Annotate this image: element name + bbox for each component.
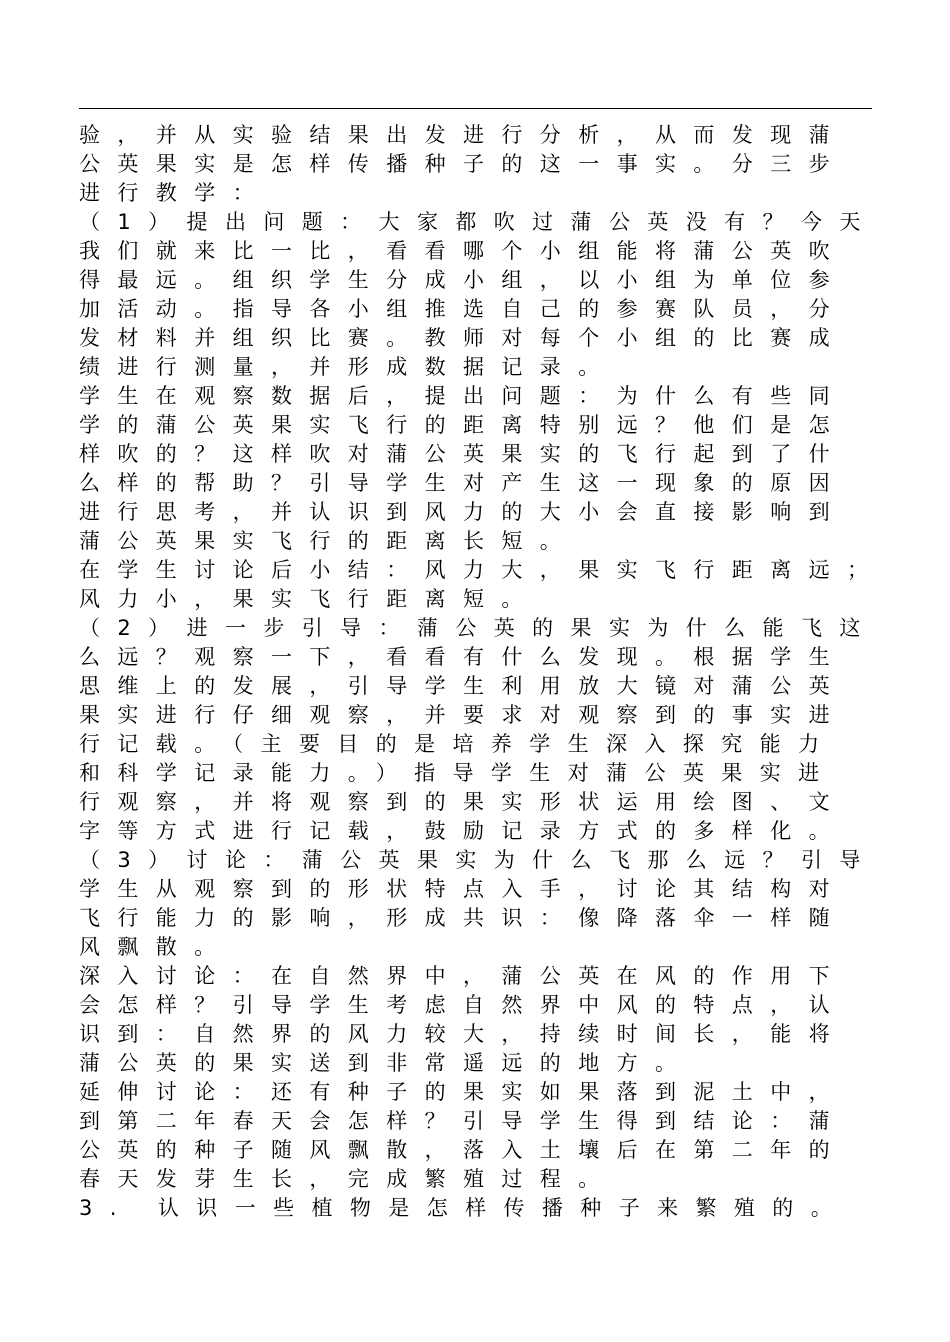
- text-line: 样吹的？这样吹对蒲公英果实的飞行起到了什: [79, 442, 847, 466]
- text-line: 我们就来比一比，看看哪个小组能将蒲公英吹: [79, 239, 847, 263]
- text-line: 3. 认识一些植物是怎样传播种子来繁殖的。: [79, 1196, 850, 1220]
- text-line: 蒲公英果实飞行的距离长短。: [79, 529, 579, 553]
- text-line: （1）提出问题：大家都吹过蒲公英没有？今天: [79, 210, 878, 234]
- text-line: 公英的种子随风飘散，落入土壤后在第二年的: [79, 1138, 847, 1162]
- text-line: 么样的帮助？引导学生对产生这一现象的原因: [79, 471, 847, 495]
- text-line: 果实进行仔细观察，并要求对观察到的事实进: [79, 703, 847, 727]
- text-line: 会怎样？引导学生考虑自然界中风的特点，认: [79, 993, 847, 1017]
- text-line: 发材料并组织比赛。教师对每个小组的比赛成: [79, 326, 847, 350]
- text-line: 飞行能力的影响，形成共识：像降落伞一样随: [79, 906, 847, 930]
- text-line: 识到：自然界的风力较大，持续时间长，能将: [79, 1022, 847, 1046]
- text-line: 进行教学：: [79, 181, 271, 205]
- text-line: 学生在观察数据后，提出问题：为什么有些同: [79, 384, 847, 408]
- text-line: 深入讨论：在自然界中，蒲公英在风的作用下: [79, 964, 847, 988]
- document-body: [79, 121, 886, 1223]
- text-line: 公英果实是怎样传播种子的这一事实。分三步: [79, 152, 847, 176]
- text-line: 字等方式进行记载，鼓励记录方式的多样化。: [79, 819, 847, 843]
- text-line: 在学生讨论后小结：风力大，果实飞行距离远；: [79, 558, 886, 582]
- text-line: 么远？观察一下，看看有什么发现。根据学生: [79, 645, 847, 669]
- text-line: 绩进行测量，并形成数据记录。: [79, 355, 617, 379]
- text-line: 风飘散。: [79, 935, 233, 959]
- text-line: 思维上的发展，引导学生利用放大镜对蒲公英: [79, 674, 847, 698]
- text-line: 学生从观察到的形状特点入手，讨论其结构对: [79, 877, 847, 901]
- text-line: 延伸讨论：还有种子的果实如果落到泥土中，: [79, 1080, 847, 1104]
- header-rule: [79, 108, 872, 109]
- text-line: 行观察，并将观察到的果实形状运用绘图、文: [79, 790, 847, 814]
- text-line: 加活动。指导各小组推选自己的参赛队员，分: [79, 297, 847, 321]
- text-line: 蒲公英的果实送到非常遥远的地方。: [79, 1051, 694, 1075]
- text-line: 得最远。组织学生分成小组，以小组为单位参: [79, 268, 847, 292]
- text-line: 验，并从实验结果出发进行分析，从而发现蒲: [79, 123, 847, 147]
- text-line: 进行思考，并认识到风力的大小会直接影响到: [79, 500, 847, 524]
- text-line: 风力小，果实飞行距离短。: [79, 587, 540, 611]
- text-line: 学的蒲公英果实飞行的距离特别远？他们是怎: [79, 413, 847, 437]
- text-line: 和科学记录能力。）指导学生对蒲公英果实进: [79, 761, 837, 785]
- text-line: 到第二年春天会怎样？引导学生得到结论：蒲: [79, 1109, 847, 1133]
- text-line: 行记载。（主要目的是培养学生深入探究能力: [79, 732, 837, 756]
- text-line: （3）讨论：蒲公英果实为什么飞那么远？引导: [79, 848, 878, 872]
- text-line: 春天发芽生长，完成繁殖过程。: [79, 1167, 617, 1191]
- text-line: （2）进一步引导：蒲公英的果实为什么能飞这: [79, 616, 878, 640]
